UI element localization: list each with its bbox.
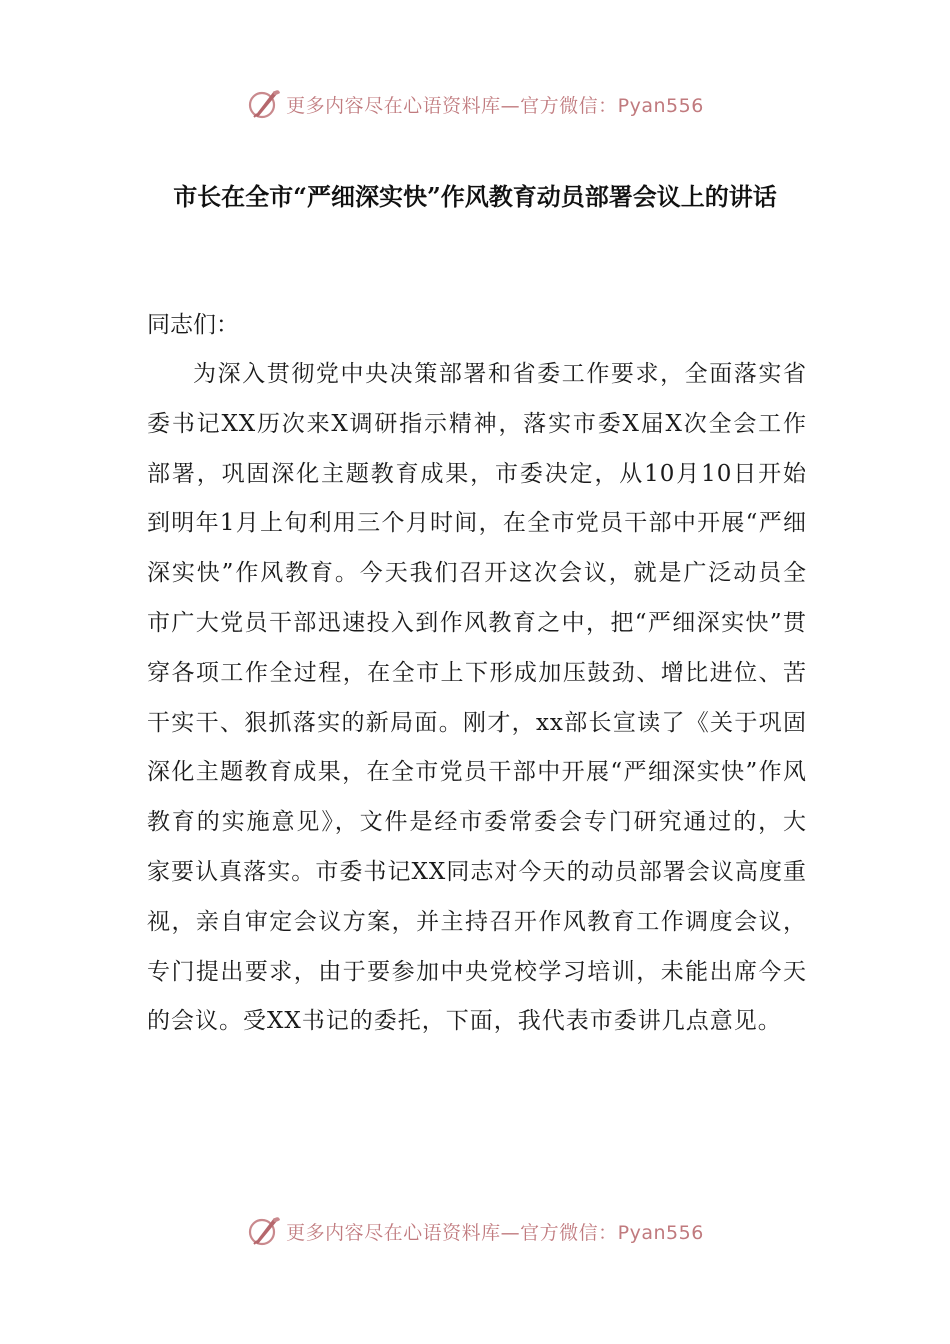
salutation: 同志们：: [147, 312, 239, 338]
quill-pen-circle-icon: [246, 86, 282, 122]
footer-watermark: [0, 1211, 950, 1251]
quill-pen-circle-icon: [246, 1213, 282, 1249]
body-paragraph: 为深入贯彻党中央决策部署和省委工作要求，全面落实省委书记XX历次来X调研指示精神，落实市委X届X次全会工作部署，巩固深化主题教育成果，市委决定，从10月10日开始到明年1月上旬利用三个月时间，在全市党员干部中开展“严细深实快”作风教育。今天我们召开这次会议，就是广泛动员全市广大党员干部迅速投入到作风教育之中，把“严细深实快”贯穿各项工作全过程，在全市上下形成加压鼓劲、增比进位、苦干实干、狠抓落实的新局面。刚才，xx部长宣读了《关于巩固深化主题教育成果，在全市党员干部中开展“严细深实快”作风教育的实施意见》，文件是经市委常委会专门研究通过的，大家要认真落实。市委书记XX同志对今天的动员部署会议高度重视，亲自审定会议方案，并主持召开作风教育工作调度会议，专门提出要求，由于要参加中央党校学习培训，未能出席今天的会议。受XX书记的委托，下面，我代表市委讲几点意见。: [147, 361, 807, 1035]
watermark-text: 更多内容尽在心语资料库—官方微信：Pyan556: [286, 1221, 704, 1244]
watermark-text: 更多内容尽在心语资料库—官方微信：Pyan556: [286, 94, 704, 117]
document-title: 市长在全市“严细深实快”作风教育动员部署会议上的讲话: [173, 182, 777, 211]
header-watermark: [0, 84, 950, 124]
